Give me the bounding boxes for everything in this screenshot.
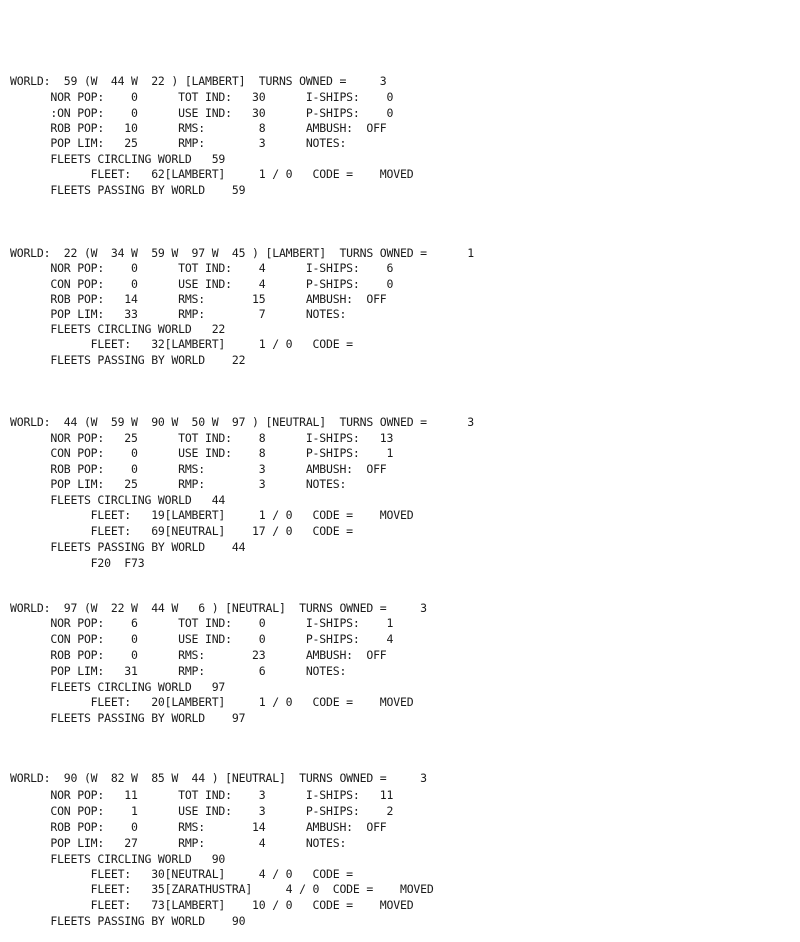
population-row: CON POP: 0 USE IND: 8 P-SHIPS: 1 — [10, 446, 394, 460]
population-row: POP LIM: 27 RMP: 4 NOTES: — [10, 836, 347, 850]
world-header: WORLD: 97 (W 22 W 44 W 6 ) [NEUTRAL] TURNS OWNED = 3 — [10, 601, 427, 615]
fleets-passing: FLEETS PASSING BY WORLD 97 — [10, 711, 246, 725]
population-row: POP LIM: 33 RMP: 7 NOTES: — [10, 307, 347, 321]
population-row: NOR POP: 0 TOT IND: 30 I-SHIPS: 0 — [10, 90, 394, 104]
world-header: WORLD: 59 (W 44 W 22 ) [LAMBERT] TURNS OWNED = 3 — [10, 74, 387, 88]
fleets-passing: FLEETS PASSING BY WORLD 22 — [10, 353, 246, 367]
population-row: NOR POP: 0 TOT IND: 4 I-SHIPS: 6 — [10, 261, 394, 275]
population-row: :ON POP: 0 USE IND: 30 P-SHIPS: 0 — [10, 106, 394, 120]
fleet-row: FLEET: 73[LAMBERT] 10 / 0 CODE = MOVED — [10, 898, 414, 912]
fleet-row: FLEET: 30[NEUTRAL] 4 / 0 CODE = — [10, 867, 353, 881]
population-row: ROB POP: 14 RMS: 15 AMBUSH: OFF — [10, 292, 387, 306]
fleets-passing: FLEETS PASSING BY WORLD 59 — [10, 183, 246, 197]
fleets-circling: FLEETS CIRCLING WORLD 44 — [10, 493, 226, 507]
fleets-circling: FLEETS CIRCLING WORLD 22 — [10, 322, 226, 336]
population-row: CON POP: 0 USE IND: 4 P-SHIPS: 0 — [10, 277, 394, 291]
fleets-passing: FLEETS PASSING BY WORLD 44 — [10, 540, 246, 554]
world-header: WORLD: 22 (W 34 W 59 W 97 W 45 ) [LAMBERT] TURNS OWNED = 1 — [10, 246, 474, 260]
world-header: WORLD: 44 (W 59 W 90 W 50 W 97 ) [NEUTRAL] TURNS OWNED = 3 — [10, 415, 474, 429]
population-row: POP LIM: 25 RMP: 3 NOTES: — [10, 477, 347, 491]
fleet-row: FLEET: 35[ZARATHUSTRA] 4 / 0 CODE = MOVED — [10, 882, 434, 896]
population-row: NOR POP: 11 TOT IND: 3 I-SHIPS: 11 — [10, 788, 394, 802]
world-header: WORLD: 90 (W 82 W 85 W 44 ) [NEUTRAL] TURNS OWNED = 3 — [10, 771, 427, 785]
fleet-row: FLEET: 62[LAMBERT] 1 / 0 CODE = MOVED — [10, 167, 414, 181]
population-row: ROB POP: 0 RMS: 23 AMBUSH: OFF — [10, 648, 387, 662]
population-row: NOR POP: 6 TOT IND: 0 I-SHIPS: 1 — [10, 616, 394, 630]
fleet-row: FLEET: 32[LAMBERT] 1 / 0 CODE = — [10, 337, 353, 351]
fleets-circling: FLEETS CIRCLING WORLD 90 — [10, 852, 226, 866]
population-row: CON POP: 0 USE IND: 0 P-SHIPS: 4 — [10, 632, 394, 646]
fleets-circling: FLEETS CIRCLING WORLD 97 — [10, 680, 226, 694]
fleet-row: FLEET: 20[LAMBERT] 1 / 0 CODE = MOVED — [10, 695, 414, 709]
population-row: POP LIM: 25 RMP: 3 NOTES: — [10, 136, 347, 150]
passing-fleet-list: F20 F73 — [10, 556, 145, 570]
population-row: ROB POP: 0 RMS: 3 AMBUSH: OFF — [10, 462, 387, 476]
population-row: ROB POP: 10 RMS: 8 AMBUSH: OFF — [10, 121, 387, 135]
fleet-row: FLEET: 19[LAMBERT] 1 / 0 CODE = MOVED — [10, 508, 414, 522]
population-row: NOR POP: 25 TOT IND: 8 I-SHIPS: 13 — [10, 431, 394, 445]
population-row: CON POP: 1 USE IND: 3 P-SHIPS: 2 — [10, 804, 394, 818]
population-row: POP LIM: 31 RMP: 6 NOTES: — [10, 664, 347, 678]
fleet-row: FLEET: 69[NEUTRAL] 17 / 0 CODE = — [10, 524, 353, 538]
fleets-circling: FLEETS CIRCLING WORLD 59 — [10, 152, 226, 166]
fleets-passing: FLEETS PASSING BY WORLD 90 — [10, 914, 246, 928]
population-row: ROB POP: 0 RMS: 14 AMBUSH: OFF — [10, 820, 387, 834]
